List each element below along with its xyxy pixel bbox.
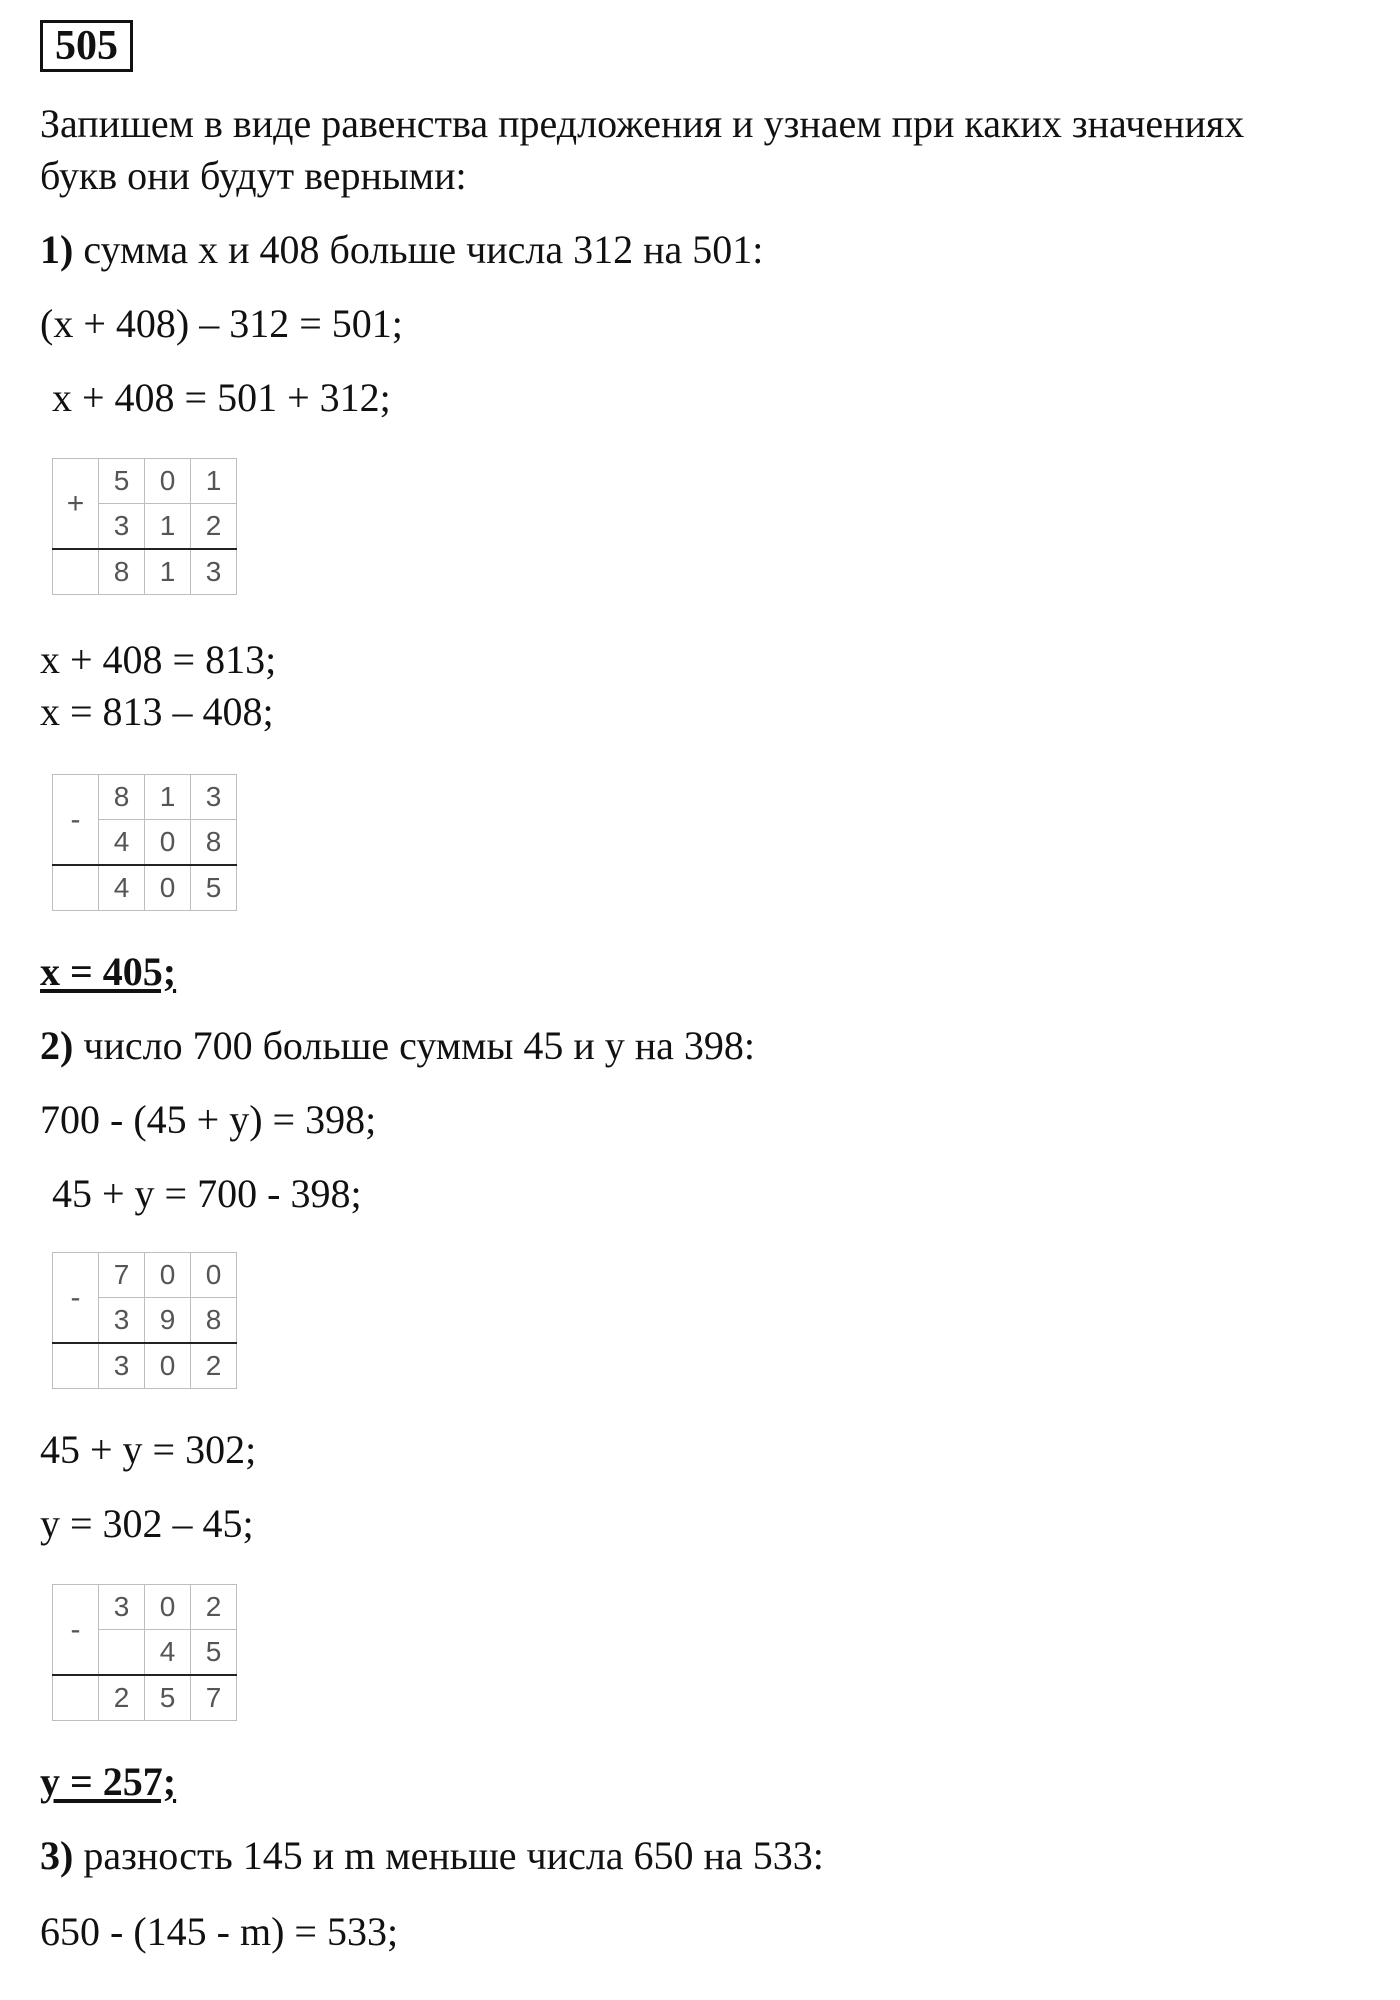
operator-sign: - — [53, 775, 99, 866]
part1-statement — [40, 224, 763, 276]
result-digit: 1 — [145, 549, 191, 595]
part1-equation-3: х + 408 = 813; — [40, 637, 277, 682]
operator-sign: + — [53, 459, 99, 550]
digit: 4 — [145, 1630, 191, 1676]
part2-equation-4: у = 302 – 45; — [40, 1501, 254, 1546]
part2-number: 2) — [40, 1023, 74, 1068]
operator-sign: - — [53, 1585, 99, 1676]
digit: 8 — [99, 775, 145, 820]
part2-statement — [40, 1020, 755, 1072]
part3-statement — [40, 1830, 824, 1882]
empty-cell — [53, 1675, 99, 1721]
result-digit: 3 — [191, 549, 237, 595]
digit — [99, 1630, 145, 1676]
part2-statement-text: число 700 больше суммы 45 и у на 398: — [73, 1023, 756, 1068]
part1-number: 1) — [40, 227, 74, 272]
digit: 3 — [191, 775, 237, 820]
digit: 2 — [191, 504, 237, 550]
digit: 8 — [191, 820, 237, 866]
digit: 4 — [99, 820, 145, 866]
digit: 1 — [145, 775, 191, 820]
digit: 0 — [191, 1253, 237, 1298]
digit: 0 — [145, 820, 191, 866]
result-digit: 8 — [99, 549, 145, 595]
result-digit: 2 — [191, 1343, 237, 1389]
result-digit: 4 — [99, 865, 145, 911]
empty-cell — [53, 549, 99, 595]
empty-cell — [53, 1343, 99, 1389]
part1-answer: х = 405; — [40, 949, 177, 994]
part3-statement-text: разность 145 и m меньше числа 650 на 533: — [73, 1833, 824, 1878]
part1-column-subtraction — [52, 774, 240, 912]
digit: 8 — [191, 1298, 237, 1344]
digit: 9 — [145, 1298, 191, 1344]
part1-statement-text: сумма х и 408 больше числа 312 на 501: — [73, 227, 764, 272]
digit: 3 — [99, 504, 145, 550]
part2-equation-2: 45 + у = 700 - 398; — [52, 1171, 362, 1216]
digit: 2 — [191, 1585, 237, 1630]
part2-answer: у = 257; — [40, 1759, 177, 1804]
part2-equation-3: 45 + у = 302; — [40, 1427, 257, 1472]
result-digit: 7 — [191, 1675, 237, 1721]
part2-equation-1: 700 - (45 + у) = 398; — [40, 1097, 377, 1142]
part3-equation-1: 650 - (145 - m) = 533; — [40, 1909, 399, 1954]
digit: 5 — [99, 459, 145, 504]
digit: 0 — [145, 1585, 191, 1630]
intro-line-1: Запишем в виде равенства предложения и узнаем при каких значениях — [40, 101, 1245, 146]
digit: 3 — [99, 1298, 145, 1344]
part1-equation-2: х + 408 = 501 + 312; — [52, 375, 391, 420]
digit: 5 — [191, 1630, 237, 1676]
digit: 0 — [145, 459, 191, 504]
result-digit: 5 — [191, 865, 237, 911]
result-digit: 0 — [145, 1343, 191, 1389]
problem-number: 505 — [40, 20, 133, 72]
digit: 0 — [145, 1253, 191, 1298]
result-digit: 5 — [145, 1675, 191, 1721]
result-digit: 2 — [99, 1675, 145, 1721]
digit: 3 — [99, 1585, 145, 1630]
part1-equation-1: (х + 408) – 312 = 501; — [40, 301, 403, 346]
part2-column-subtraction-2 — [52, 1584, 240, 1722]
digit: 1 — [145, 504, 191, 550]
result-digit: 0 — [145, 865, 191, 911]
empty-cell — [53, 865, 99, 911]
part3-number: 3) — [40, 1833, 74, 1878]
part1-column-addition — [52, 458, 240, 596]
part2-column-subtraction-1 — [52, 1252, 240, 1390]
digit: 1 — [191, 459, 237, 504]
part1-equation-4: х = 813 – 408; — [40, 689, 274, 734]
result-digit: 3 — [99, 1343, 145, 1389]
digit: 7 — [99, 1253, 145, 1298]
operator-sign: - — [53, 1253, 99, 1344]
intro-line-2: букв они будут верными: — [40, 153, 467, 198]
